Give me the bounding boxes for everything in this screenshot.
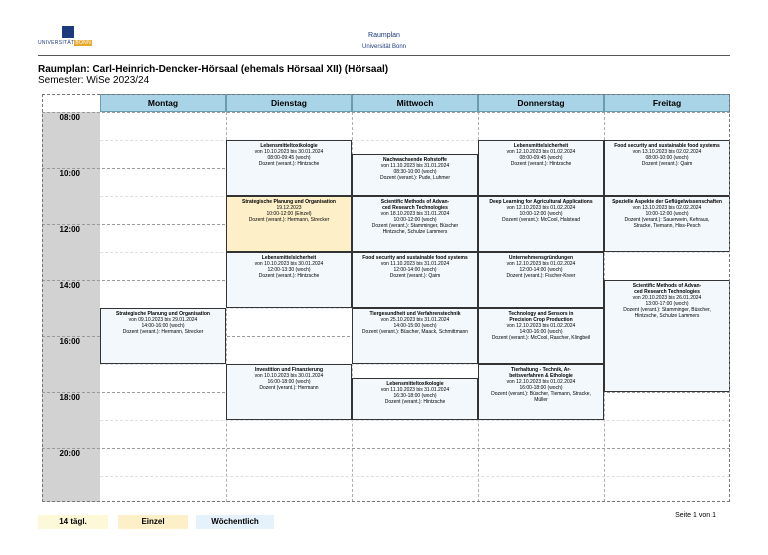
course-block[interactable] bbox=[226, 252, 352, 308]
hour-label: 14:00 bbox=[59, 281, 80, 290]
course-block[interactable] bbox=[100, 308, 226, 364]
hour-label: 10:00 bbox=[59, 169, 80, 178]
course-title: Lebensmitteltoxikologie bbox=[386, 381, 444, 387]
course-detail: Dozent (verant.): McCool, Halstead bbox=[501, 217, 581, 223]
course-title: Tiergesundheit und Verfahrenstechnik bbox=[369, 311, 461, 317]
course-detail: Dozent (verant.): Hermann bbox=[259, 385, 319, 391]
course-detail: Hintzsche, Schulze Lammers bbox=[634, 313, 700, 319]
course-block[interactable] bbox=[478, 140, 604, 196]
course-detail: 16:00-18:00 (woch) bbox=[519, 385, 563, 391]
course-block[interactable] bbox=[604, 140, 730, 196]
course-detail: Dozent (verant.): McCool, Rascher, Klingbeil bbox=[491, 335, 591, 341]
course-detail: von 11.10.2023 bis 31.01.2024 bbox=[380, 163, 450, 169]
course-detail: 16:00-18:00 (woch) bbox=[267, 379, 311, 385]
course-block[interactable] bbox=[352, 252, 478, 308]
hour-label: 12:00 bbox=[59, 225, 80, 234]
course-detail: Dozent (verant.): Stamminger, Büscher bbox=[371, 223, 459, 229]
course-block[interactable] bbox=[352, 308, 478, 364]
course-detail: Dozent (verant.): Qaim bbox=[389, 273, 441, 279]
course-block[interactable] bbox=[226, 140, 352, 196]
course-title: beitsverfahren & Ethologie bbox=[509, 373, 573, 379]
course-detail: Stracke, Tiemann, Hiss-Pesch bbox=[633, 223, 701, 229]
course-detail: Dozent (verant.): Hintzsche bbox=[510, 161, 572, 167]
course-block[interactable] bbox=[352, 154, 478, 196]
course-title: Strategische Planung und Organisation bbox=[242, 199, 336, 205]
header-divider bbox=[38, 55, 730, 56]
course-detail: 10:00-12:00 (woch) bbox=[519, 211, 563, 217]
course-detail: von 10.10.2023 bis 30.01.2024 bbox=[254, 373, 324, 379]
header-title: Raumplan bbox=[368, 32, 400, 39]
course-detail: Dozent (verant.): Hintzsche bbox=[384, 399, 446, 405]
half-hour-line bbox=[100, 420, 730, 421]
room-title: Raumplan: Carl-Heinrich-Dencker-Hörsaal (ehemals Hörsaal XII) (Hörsaal) bbox=[38, 64, 389, 75]
course-detail: Dozent (verant.): Hintzsche bbox=[258, 273, 320, 279]
course-block[interactable] bbox=[478, 196, 604, 252]
hour-line bbox=[42, 112, 730, 113]
day-header-donnerstag: Donnerstag bbox=[478, 94, 604, 112]
course-title: Lebensmittelsicherheit bbox=[261, 255, 317, 261]
course-title: Lebensmittelsicherheit bbox=[513, 143, 569, 149]
course-title: Spezielle Aspekte der Geflügelwissenschaften bbox=[612, 199, 722, 205]
course-block[interactable] bbox=[478, 364, 604, 420]
day-header-dienstag: Dienstag bbox=[226, 94, 352, 112]
semester-label: Semester: WiSe 2023/24 bbox=[38, 75, 150, 86]
course-detail: 16:30-18:00 (woch) bbox=[393, 393, 437, 399]
course-detail: 14:00-15:00 (woch) bbox=[393, 323, 437, 329]
course-detail: 08:00-09:45 (woch) bbox=[267, 155, 311, 161]
hour-label: 18:00 bbox=[59, 393, 80, 402]
course-detail: 08:30-10:00 (woch) bbox=[393, 169, 437, 175]
course-title: Tierhaltung - Technik, Ar- bbox=[511, 367, 571, 373]
course-title: Scientific Methods of Advan- bbox=[380, 199, 450, 205]
course-detail: 08:00-09:45 (woch) bbox=[519, 155, 563, 161]
day-header-freitag: Freitag bbox=[604, 94, 730, 112]
course-detail: 12:00-14:00 (woch) bbox=[519, 267, 563, 273]
course-block[interactable] bbox=[352, 196, 478, 252]
course-title: Investition und Finanzierung bbox=[254, 367, 324, 373]
course-title: Unternehmensgründungen bbox=[508, 255, 574, 261]
course-detail: Dozent (verant.): Sauerwein, Kehraus, bbox=[624, 217, 710, 223]
course-detail: von 20.10.2023 bis 26.01.2024 bbox=[632, 295, 702, 301]
course-detail: von 12.10.2023 bis 01.02.2024 bbox=[506, 379, 576, 385]
day-header-mittwoch: Mittwoch bbox=[352, 94, 478, 112]
course-title: Precision Crop Production bbox=[509, 317, 573, 323]
course-title: Technology and Sensors in bbox=[508, 311, 574, 317]
course-title: Food security and sustainable food systems bbox=[614, 143, 720, 149]
course-detail: Dozent (verant.): Pude, Luhmer bbox=[379, 175, 451, 181]
course-title: Food security and sustainable food systems bbox=[362, 255, 468, 261]
course-detail: von 18.10.2023 bis 31.01.2024 bbox=[380, 211, 450, 217]
half-hour-line bbox=[100, 476, 730, 477]
course-detail: von 12.10.2023 bis 01.02.2024 bbox=[506, 261, 576, 267]
header-subtitle: Universität Bonn bbox=[361, 44, 407, 50]
day-header-montag: Montag bbox=[100, 94, 226, 112]
course-detail: von 12.10.2023 bis 01.02.2024 bbox=[506, 149, 576, 155]
course-title: Lebensmitteltoxikologie bbox=[260, 143, 318, 149]
course-detail: Dozent (verant.): Hermann, Strecker bbox=[122, 329, 204, 335]
course-detail: von 10.10.2023 bis 30.01.2024 bbox=[254, 261, 324, 267]
course-block[interactable] bbox=[226, 196, 352, 252]
course-detail: Dozent (verant.): Hintzsche bbox=[258, 161, 320, 167]
course-detail: von 25.10.2023 bis 31.01.2024 bbox=[380, 317, 450, 323]
hour-label: 16:00 bbox=[59, 337, 80, 346]
page-number: Seite 1 von 1 bbox=[675, 512, 716, 519]
course-detail: Dozent (verant.): Büscher, Maack, Schmittmann bbox=[361, 329, 469, 335]
course-detail: 12:00-14:00 (woch) bbox=[393, 267, 437, 273]
logo-text: UNIVERSITÄTBONN bbox=[38, 40, 92, 46]
hour-label: 20:00 bbox=[59, 449, 80, 458]
course-detail: 19.12.2023 bbox=[276, 205, 302, 211]
course-block[interactable] bbox=[478, 308, 604, 364]
legend-item: 14 tägl. bbox=[38, 515, 108, 529]
course-detail: Dozent (verant.): Büscher, Tiemann, Stracke, bbox=[491, 391, 591, 397]
course-detail: Müller bbox=[534, 397, 548, 403]
course-title: Scientific Methods of Advan- bbox=[632, 283, 702, 289]
course-title: Nachwachsende Rohstoffe bbox=[383, 157, 447, 163]
course-detail: 12:00-13:30 (woch) bbox=[267, 267, 311, 273]
hour-label: 08:00 bbox=[59, 113, 80, 122]
course-detail: von 12.10.2023 bis 01.02.2024 bbox=[506, 323, 576, 329]
legend-item: Wöchentlich bbox=[196, 515, 274, 529]
course-detail: von 11.10.2023 bis 31.01.2024 bbox=[380, 387, 450, 393]
course-detail: von 12.10.2023 bis 01.02.2024 bbox=[506, 205, 576, 211]
course-detail: 13:00-17:00 (woch) bbox=[645, 301, 689, 307]
hour-line bbox=[42, 448, 730, 449]
course-detail: von 11.10.2023 bis 31.01.2024 bbox=[380, 261, 450, 267]
course-detail: 14:00-16:00 (woch) bbox=[141, 323, 185, 329]
course-block[interactable] bbox=[604, 280, 730, 392]
course-detail: von 13.10.2023 bis 02.02.2024 bbox=[632, 149, 702, 155]
course-detail: Dozent (verant.): Hermann, Strecker bbox=[248, 217, 330, 223]
course-title: Deep Learning for Agricultural Applications bbox=[489, 199, 593, 205]
course-detail: Dozent (verant.): Stamminger, Büscher, bbox=[623, 307, 711, 313]
course-detail: Hintzsche, Schulze Lammers bbox=[382, 229, 448, 235]
course-detail: 10:00-12:00 (Einzel) bbox=[266, 211, 312, 217]
course-detail: 08:00-10:00 (woch) bbox=[645, 155, 689, 161]
course-title: Strategische Planung und Organisation bbox=[116, 311, 210, 317]
course-title: ced Research Technologies bbox=[634, 289, 700, 295]
course-block[interactable] bbox=[352, 378, 478, 420]
course-block[interactable] bbox=[226, 364, 352, 420]
course-detail: 10:00-12:00 (woch) bbox=[645, 211, 689, 217]
timetable-grid bbox=[42, 94, 730, 502]
course-detail: von 10.10.2023 bis 30.01.2024 bbox=[254, 149, 324, 155]
course-detail: Dozent (verant.): Fischer-Kreer bbox=[506, 273, 576, 279]
course-detail: 10:00-12:00 (woch) bbox=[393, 217, 437, 223]
course-block[interactable] bbox=[604, 196, 730, 252]
course-detail: von 13.10.2023 bis 02.02.2024 bbox=[632, 205, 702, 211]
legend-item: Einzel bbox=[118, 515, 188, 529]
course-block[interactable] bbox=[478, 252, 604, 308]
course-title: ced Research Technologies bbox=[382, 205, 448, 211]
course-detail: 14:00-16:00 (woch) bbox=[519, 329, 563, 335]
course-detail: Dozent (verant.): Qaim bbox=[641, 161, 693, 167]
course-detail: von 09.10.2023 bis 29.01.2024 bbox=[128, 317, 198, 323]
